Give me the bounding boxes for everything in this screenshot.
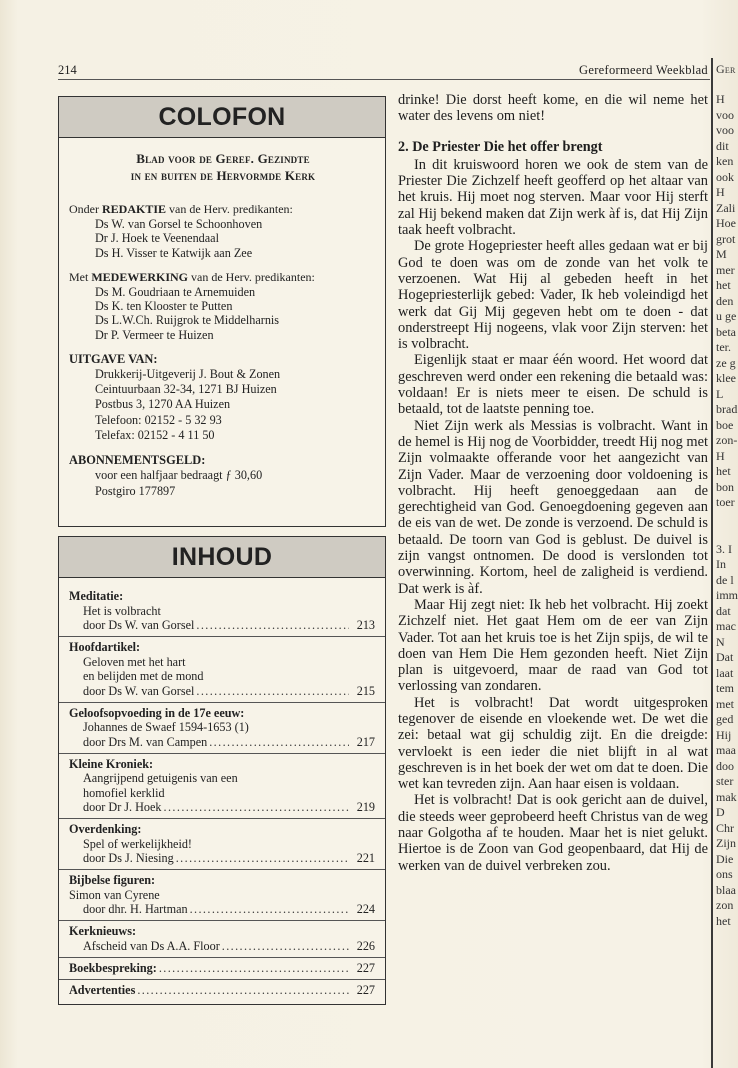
toc-divider: [59, 818, 385, 819]
subtitle-line-2: in en buiten de Hervormde Kerk: [130, 168, 316, 183]
toc-author: door Dr J. Hoek: [83, 800, 162, 814]
next-page-line-fragment: H: [716, 92, 725, 106]
toc-leader-row: [83, 684, 375, 699]
dot-leader: [137, 983, 349, 998]
dot-leader: [196, 684, 349, 699]
toc-title-line: Johannes de Swaef 1594-1653 (1): [83, 720, 249, 734]
next-page-line-fragment: laat: [716, 665, 734, 680]
redaktie-section: [69, 202, 377, 260]
toc-divider: [59, 636, 385, 637]
toc-entry: [69, 873, 375, 917]
magazine-title: Gereformeerd Weekblad: [579, 63, 708, 77]
next-page-line-fragment: brad: [716, 402, 738, 416]
uitgave-section: [69, 352, 377, 443]
toc-leader-row: [83, 618, 375, 633]
next-page-line-fragment: zon: [716, 898, 734, 912]
next-page-line-fragment: bon: [716, 479, 734, 494]
publisher-telefax: Telefax: 02152 - 4 11 50: [95, 427, 215, 442]
medewerking-prefix: Met: [69, 269, 92, 284]
next-page-line-fragment: doo: [716, 758, 734, 773]
next-page-line-fragment: ken: [716, 154, 734, 168]
publisher-address: Ceintuurbaan 32-34, 1271 BJ Huizen: [95, 382, 277, 397]
toc-title-line: Het is volbracht: [83, 603, 161, 618]
toc-divider: [59, 753, 385, 754]
toc-divider: [59, 979, 385, 980]
next-page-line-fragment: L: [716, 386, 724, 401]
article-paragraph: Niet Zijn werk als Messias is volbracht. Want in de hemel is Hij nog de Voorbidder, treedt Hij nog met Zijn volmaakte offerande voor het aangezicht van Zijn Vader. Maar de verzoening door voldoening is volbracht. Hij heeft genoeggedaan aan de gerechtigheid van God. Genoegdoening gegeven aan de eis van de wet. De zonde is verzoend. De schuld is betaald. De toorn van God is geblust. De duivel is zijn vangst ontnomen. De dood is verslonden tot overwinning. Kortom, heel de zaligheid is verdiend. Dat werk is àf.: [398, 417, 708, 597]
toc-category: Boekbespreking:: [69, 960, 157, 975]
article-paragraph: Het is volbracht! Dat is ook gericht aan de duivel, die steeds weer geprobeerd heeft Christus van de weg naar Golgotha af te houden. Maar het is niet gelukt. Hiertoe is de Zoon van God geopenbaard, dat Hij de werken van de duivel verbreken zou.: [398, 792, 708, 874]
publisher-telephone: Telefoon: 02152 - 5 32 93: [95, 412, 222, 427]
toc-leader-row: [69, 983, 375, 998]
next-page-line-fragment: blaa: [716, 882, 736, 897]
dot-leader: [190, 902, 349, 917]
medewerking-member: Ds K. ten Klooster te Putten: [95, 299, 233, 314]
article-paragraph: Maar Hij zegt niet: Ik heb het volbracht. Hij zoekt Zichzelf niet. Het gaat Hem om de eer van Zijn Vader. Tot aan het kruis toe is het Zijn spijs, de wil te doen van Hem Die Hem gezonden heeft. Niet Zijn plan is uitgevoerd, maar de raad van God tot verlossing van zondaren.: [398, 596, 708, 695]
next-page-line-fragment: [716, 526, 738, 542]
medewerking-section: [69, 270, 377, 342]
next-page-text-fragment: [716, 92, 738, 929]
redaktie-label: REDAKTIE: [102, 202, 167, 216]
toc-title-line: Aangrijpend getuigenis van een: [83, 771, 238, 785]
toc-entry: [69, 924, 375, 954]
article-column: [398, 92, 708, 874]
next-page-line-fragment: den: [716, 293, 734, 308]
next-page-line-fragment: ter.: [716, 340, 731, 354]
next-page-line-fragment: In: [716, 557, 726, 571]
toc-author: door Ds W. van Gorsel: [83, 618, 195, 632]
toc-leader-row: [83, 902, 375, 917]
article-section-heading: 2. De Priester Die het offer brengt: [398, 138, 603, 155]
colofon-title: COLOFON: [59, 97, 385, 138]
article-paragraph: In dit kruiswoord horen we ook de stem van de Priester Die Zichzelf heeft geofferd op het altaar van het kruis. Hij moet nog sterven. Maar voor Hij sterft zal Hij bekend maken dat Zijn werk àf is, dat Hij Zijn taak heeft volbracht.: [398, 156, 708, 239]
toc-author: door Drs M. van Campen: [83, 734, 208, 749]
medewerking-label: MEDEWERKING: [91, 269, 189, 284]
next-page-line-fragment: toer: [716, 495, 735, 509]
toc-page-number: 213: [356, 618, 375, 632]
running-header: [58, 60, 710, 80]
next-page-line-fragment: mer: [716, 262, 735, 277]
toc-author: door dhr. H. Hartman: [83, 902, 188, 916]
toc-page-number: 221: [356, 851, 375, 865]
toc-category: Meditatie:: [69, 589, 124, 603]
publisher-postbus: Postbus 3, 1270 AA Huizen: [95, 397, 231, 412]
toc-category: Kerknieuws:: [69, 924, 137, 938]
next-page-line-fragment: M: [716, 247, 727, 261]
toc-author: door Ds J. Niesing: [83, 851, 174, 865]
toc-category: Overdenking:: [69, 822, 142, 836]
next-page-line-fragment: mac: [716, 619, 736, 633]
next-page-line-fragment: [716, 511, 738, 527]
toc-category: Advertenties: [69, 982, 136, 997]
toc-leader-row: [83, 735, 375, 750]
redaktie-suffix: van de Herv. predikanten:: [166, 202, 293, 216]
publisher-name: Drukkerij-Uitgeverij J. Bout & Zonen: [95, 367, 281, 382]
next-page-line-fragment: u ge: [716, 309, 737, 323]
next-page-line-fragment: H: [716, 448, 725, 463]
next-page-line-fragment: de l: [716, 572, 734, 587]
next-page-line-fragment: 3. I: [716, 541, 732, 556]
toc-page-number: 224: [356, 902, 375, 916]
page-gutter-divider: [711, 58, 713, 1068]
toc-title-line: en belijden met de mond: [83, 669, 204, 683]
dot-leader: [222, 939, 349, 954]
toc-entry: [69, 640, 375, 699]
next-page-header-fragment: Ger: [716, 62, 736, 76]
next-page-line-fragment: maa: [716, 743, 736, 757]
toc-category: Geloofsopvoeding in de 17e eeuw:: [69, 705, 245, 720]
toc-leader-row: [83, 851, 375, 866]
toc-page-number: 219: [356, 800, 375, 814]
toc-divider: [59, 869, 385, 870]
next-page-line-fragment: Zijn: [716, 836, 736, 850]
redaktie-member: Dr J. Hoek te Veenendaal: [95, 231, 219, 246]
dot-leader: [209, 735, 349, 750]
toc-entry: [69, 589, 375, 633]
article-paragraph: Het is volbracht! Dat wordt uitgesproken tegenover de eisende en vloekende wet. De wet die zei: betaal wat gij schuldig zijt. En die dreigde: vervloekt is een ieder die niet blijft in al wat geschreven is in het boek der wet om dat te doen. Die wet kan tevreden zijn. Aan haar eisen is voldaan.: [398, 694, 708, 793]
dot-leader: [196, 618, 349, 633]
inhoud-box: [58, 536, 386, 1005]
next-page-line-fragment: het: [716, 913, 731, 928]
next-page-line-fragment: Hij: [716, 727, 732, 742]
toc-entry: [69, 757, 375, 816]
next-page-line-fragment: zon-: [716, 433, 738, 447]
next-page-line-fragment: klee: [716, 371, 736, 385]
medewerking-suffix: van de Herv. predikanten:: [188, 269, 315, 284]
toc-title-line: Geloven met het hart: [83, 654, 186, 669]
dot-leader: [164, 800, 349, 815]
toc-title-line: Simon van Cyrene: [69, 887, 160, 902]
toc-title-line: Spel of werkelijkheid!: [83, 836, 192, 851]
toc-page-number: 226: [356, 938, 375, 953]
toc-leader-row: [83, 800, 375, 815]
next-page-line-fragment: Die: [716, 851, 734, 866]
dot-leader: [176, 851, 349, 866]
next-page-line-fragment: het: [716, 278, 731, 292]
next-page-line-fragment: Hoe: [716, 216, 736, 230]
dot-leader: [159, 961, 349, 976]
next-page-line-fragment: Dat: [716, 650, 734, 664]
next-page-line-fragment: Zali: [716, 200, 736, 215]
inhoud-title: INHOUD: [59, 537, 385, 578]
abonnement-section: [69, 453, 377, 500]
toc-divider: [59, 957, 385, 958]
next-page-line-fragment: Chr: [716, 820, 734, 835]
medewerking-member: Dr P. Vermeer te Huizen: [95, 327, 214, 342]
next-page-line-fragment: imm: [716, 588, 738, 602]
toc-author: door Ds W. van Gorsel: [83, 683, 195, 698]
next-page-line-fragment: voo: [716, 123, 734, 137]
abonnement-label: ABONNEMENTSGELD:: [69, 453, 206, 468]
next-page-line-fragment: ster: [716, 774, 734, 788]
next-page-line-fragment: ook: [716, 169, 734, 184]
toc-page-number: 215: [356, 683, 375, 698]
redaktie-member: Ds H. Visser te Katwijk aan Zee: [95, 245, 253, 260]
next-page-line-fragment: met: [716, 696, 734, 711]
article-paragraph: De grote Hogepriester heeft alles gedaan wat er bij God te doen was om de zonde van het volk te verzoenen. Wat Hij al gebeden heeft in het Hogepriesterlijk gebed: Vader, Ik heb voleindigd het werk dat Gij Mij gegeven hebt om te doen - dat onderstreept Hij nogeens, vlak voor Zijn sterven: het is volbracht.: [398, 238, 708, 353]
toc-category: Bijbelse figuren:: [69, 873, 156, 887]
article-paragraph: drinke! Die dorst heeft kome, en die wil neme het water des levens om niet!: [398, 92, 708, 125]
toc-leader-row: [83, 939, 375, 954]
uitgave-label: UITGAVE VAN:: [69, 352, 158, 367]
medewerking-member: Ds L.W.Ch. Ruijgrok te Middelharnis: [95, 313, 280, 328]
next-page-line-fragment: grot: [716, 231, 736, 246]
next-page-line-fragment: ons: [716, 867, 733, 881]
medewerking-member: Ds M. Goudriaan te Arnemuiden: [95, 284, 256, 299]
next-page-line-fragment: N: [716, 634, 725, 649]
toc-divider: [59, 920, 385, 921]
colofon-box: [58, 96, 386, 527]
postgiro: Postgiro 177897: [95, 483, 176, 498]
next-page-line-fragment: D: [716, 805, 725, 819]
toc-page-number: 227: [356, 982, 375, 997]
toc-page-number: 217: [356, 734, 375, 749]
toc-entry: [69, 822, 375, 866]
next-page-line-fragment: H: [716, 185, 725, 199]
next-page-line-fragment: tem: [716, 681, 734, 695]
page-number: 214: [58, 63, 77, 77]
toc-category: Kleine Kroniek:: [69, 756, 154, 771]
toc-page-number: 227: [356, 960, 375, 975]
next-page-line-fragment: beta: [716, 324, 736, 339]
publication-subtitle: [69, 150, 377, 184]
toc-title: Afscheid van Ds A.A. Floor: [83, 938, 220, 953]
next-page-line-fragment: dat: [716, 603, 731, 618]
toc-leader-row: [69, 961, 375, 976]
next-page-line-fragment: mak: [716, 789, 737, 804]
next-page-line-fragment: dit: [716, 138, 729, 153]
redaktie-member: Ds W. van Gorsel te Schoonhoven: [95, 217, 263, 231]
next-page-line-fragment: boe: [716, 417, 734, 432]
subtitle-line-1: Blad voor de Geref. Gezindte: [136, 151, 310, 166]
redaktie-prefix: Onder: [69, 202, 102, 216]
next-page-line-fragment: het: [716, 464, 731, 478]
toc-divider: [59, 702, 385, 703]
article-paragraph: Eigenlijk staat er maar één woord. Het woord dat geschreven werd onder een rekening die betaald was: voldaan! Er is niets meer te eisen. De schuld is betaald, tot de laatste penning toe.: [398, 352, 708, 418]
next-page-line-fragment: voo: [716, 107, 734, 122]
toc-title-line: homofiel kerklid: [83, 785, 165, 800]
next-page-line-fragment: ze g: [716, 355, 736, 370]
subscription-price: voor een halfjaar bedraagt ƒ 30,60: [95, 468, 263, 483]
toc-entry: [69, 706, 375, 750]
next-page-line-fragment: ged: [716, 712, 734, 726]
toc-category: Hoofdartikel:: [69, 640, 141, 654]
